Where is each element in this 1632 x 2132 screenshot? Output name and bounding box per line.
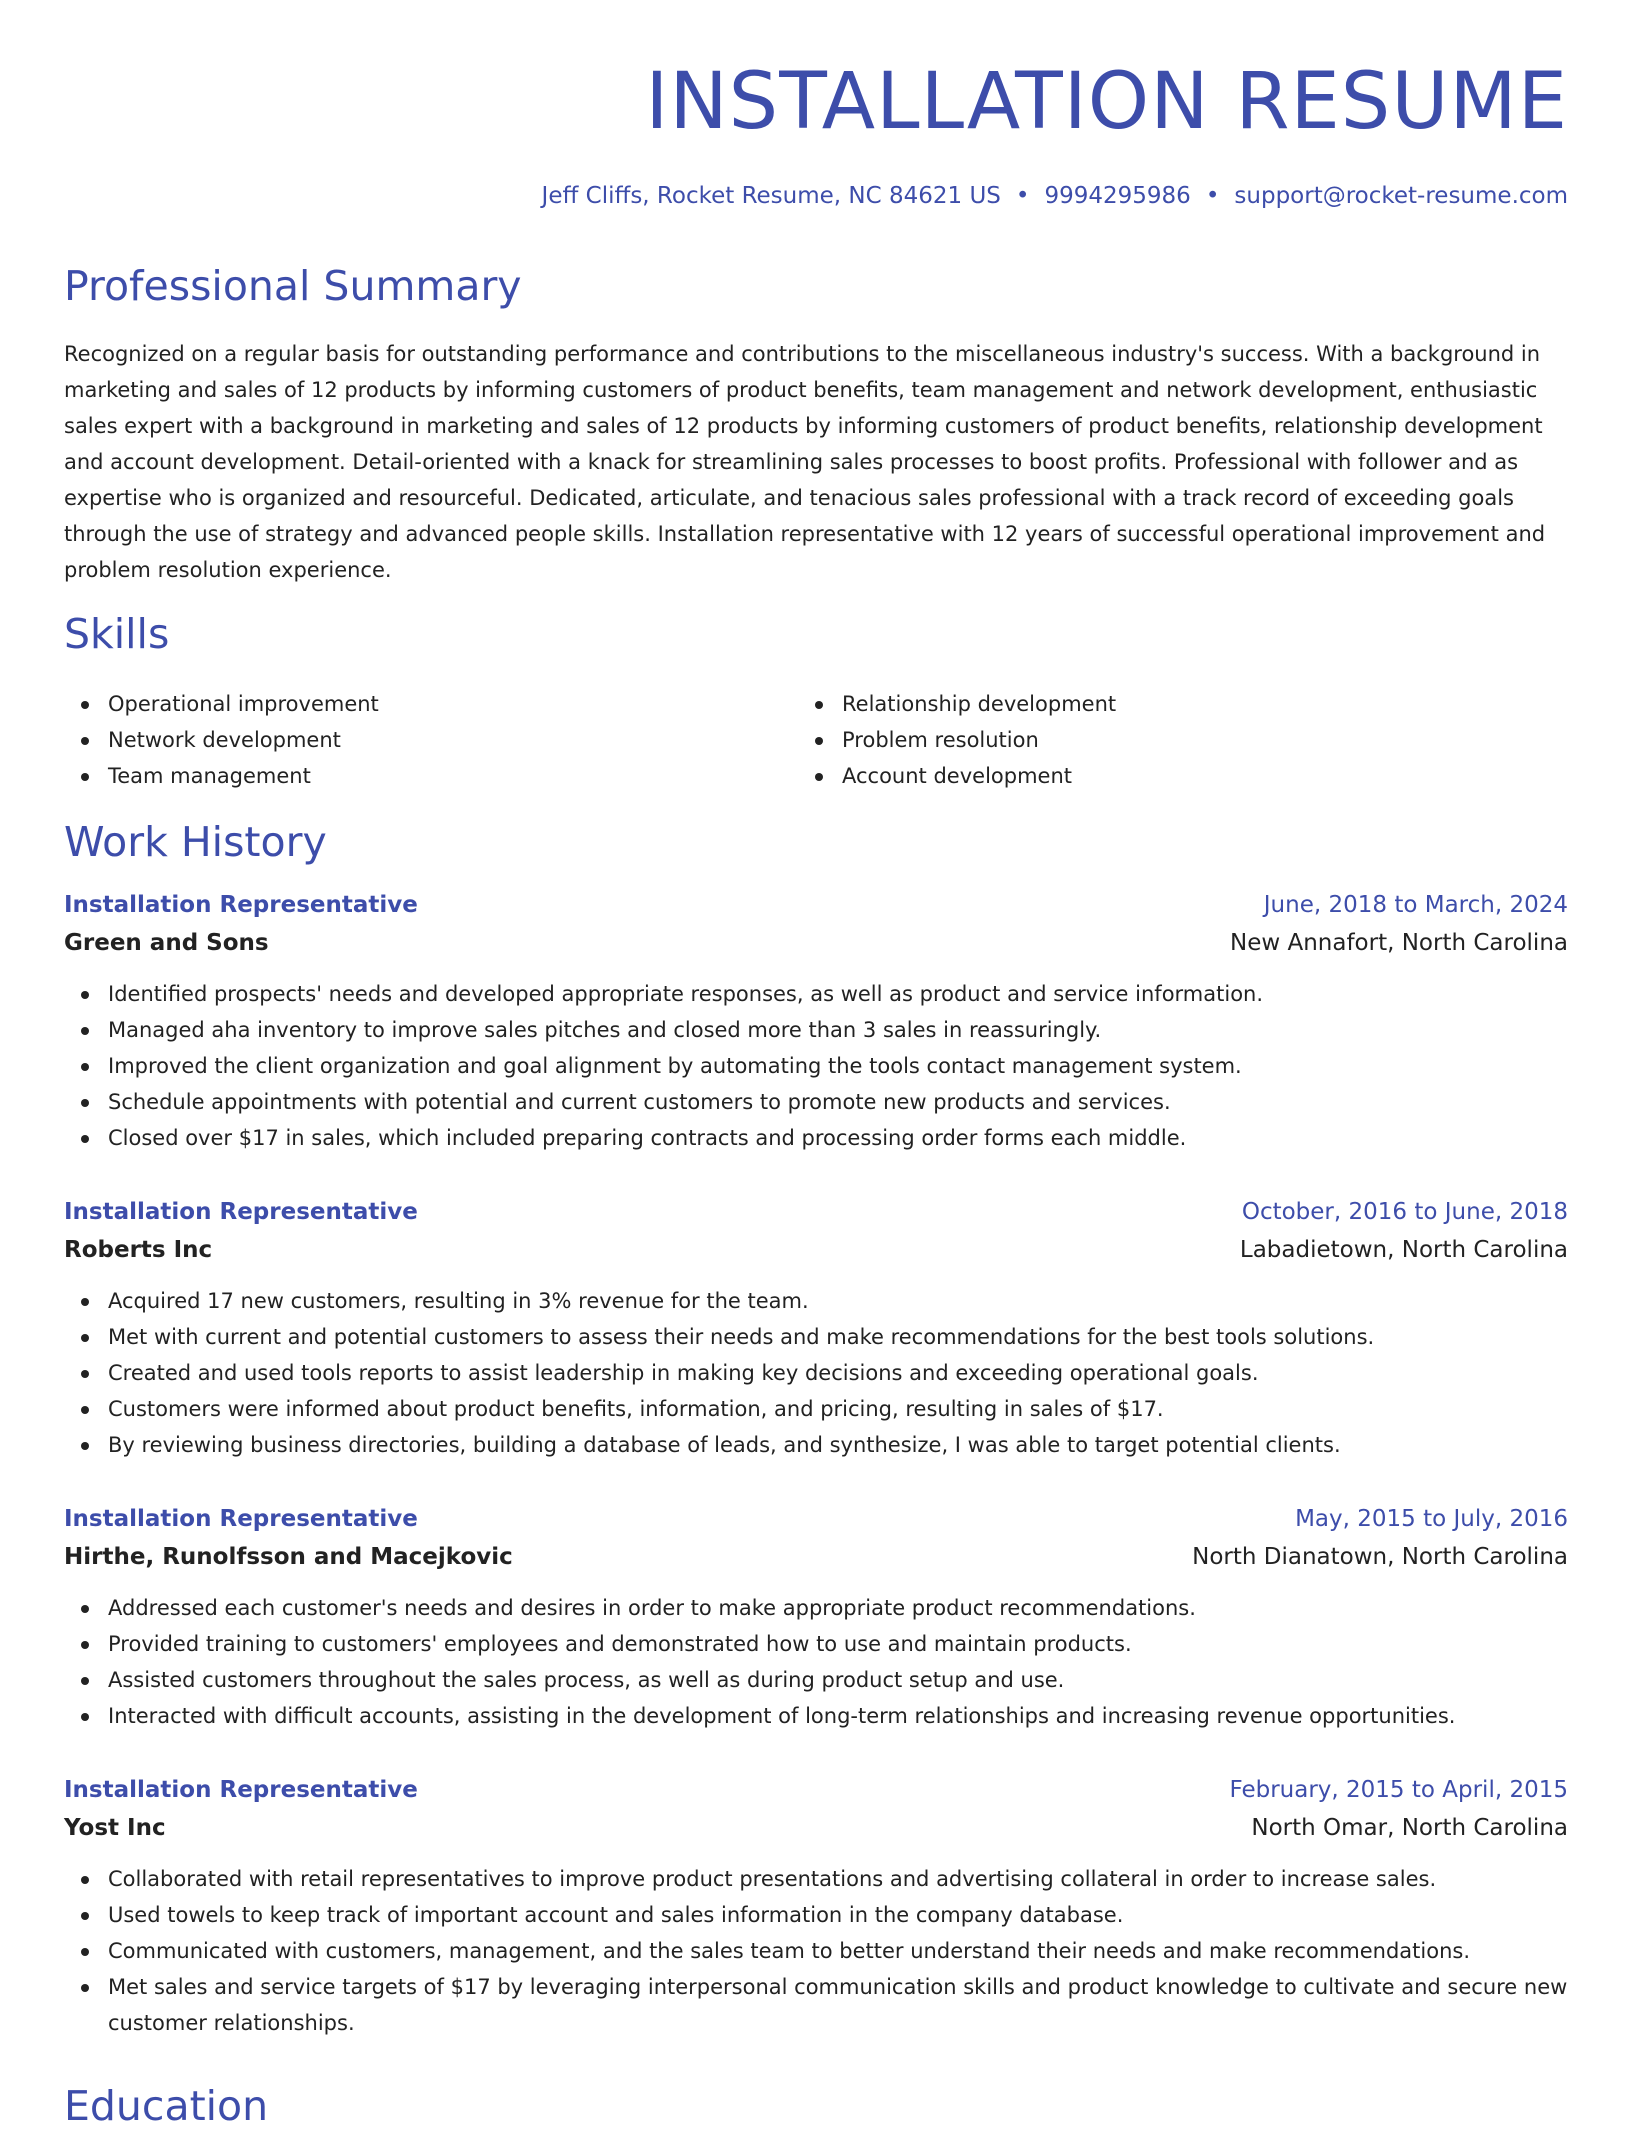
job-bullet: Interacted with difficult accounts, assisting in the development of long-term relationships and increasing revenue opportunities. bbox=[64, 1698, 1568, 1734]
job-location: North Omar, North Carolina bbox=[1251, 1815, 1568, 1841]
skill-item: Account development bbox=[798, 758, 1498, 794]
job-bullet: Used towels to keep track of important account and sales information in the company database. bbox=[64, 1897, 1568, 1933]
job-title: Installation Representative bbox=[64, 1199, 418, 1225]
contact-separator: • bbox=[1015, 183, 1030, 209]
job-bullet: Managed aha inventory to improve sales pitches and closed more than 3 sales in reassuringly. bbox=[64, 1012, 1568, 1048]
contact-email: support@rocket-resume.com bbox=[1234, 183, 1568, 209]
job-bullet: Customers were informed about product benefits, information, and pricing, resulting in sales of $17. bbox=[64, 1391, 1568, 1427]
job-title: Installation Representative bbox=[64, 1506, 418, 1532]
job-bullet: Schedule appointments with potential and current customers to promote new products and services. bbox=[64, 1084, 1568, 1120]
summary-text: Recognized on a regular basis for outstanding performance and contributions to the miscellaneous industry's success. With a background in marketing and sales of 12 products by informing customers of product benefits, team management and network development, enthusiastic sales expert with a background in marketing and sales of 12 products by informing customers of product benefits, relationship development and account development. Detail-oriented with a knack for streamlining sales processes to boost profits. Professional with follower and as expertise who is organized and resourceful. Dedicated, articulate, and tenacious sales professional with a track record of exceeding goals through the use of strategy and advanced people skills. Installation representative with 12 years of successful operational improvement and problem resolution experience. bbox=[64, 342, 1546, 582]
job-bullet: By reviewing business directories, building a database of leads, and synthesize, I was able to target potential clients. bbox=[64, 1427, 1568, 1463]
contact-address: Jeff Cliffs, Rocket Resume, NC 84621 US bbox=[541, 183, 1001, 209]
job-company: Yost Inc bbox=[64, 1815, 166, 1841]
job-bullet: Met with current and potential customers to assess their needs and make recommendations for the best tools solutions. bbox=[64, 1319, 1568, 1355]
job-bullet: Provided training to customers' employees and demonstrated how to use and maintain products. bbox=[64, 1626, 1568, 1662]
job-company: Roberts Inc bbox=[64, 1237, 213, 1263]
job-bullet: Communicated with customers, management, and the sales team to better understand their needs and make recommendations. bbox=[64, 1933, 1568, 1969]
summary-heading: Professional Summary bbox=[64, 262, 522, 310]
contact-phone: 9994295986 bbox=[1044, 183, 1191, 209]
job-entry bbox=[64, 886, 1568, 1156]
job-title: Installation Representative bbox=[64, 892, 418, 918]
job-bullet: Closed over $17 in sales, which included preparing contracts and processing order forms each middle. bbox=[64, 1120, 1568, 1156]
skills-column-right bbox=[798, 686, 1498, 794]
contact-separator: • bbox=[1205, 183, 1220, 209]
job-entry bbox=[64, 1771, 1568, 2041]
job-bullet: Addressed each customer's needs and desires in order to make appropriate product recommendations. bbox=[64, 1590, 1568, 1626]
skill-item: Team management bbox=[64, 758, 764, 794]
skill-item: Relationship development bbox=[798, 686, 1498, 722]
skill-item: Operational improvement bbox=[64, 686, 764, 722]
skills-column-left bbox=[64, 686, 764, 794]
job-dates: October, 2016 to June, 2018 bbox=[1241, 1199, 1568, 1225]
job-dates: June, 2018 to March, 2024 bbox=[1263, 892, 1568, 918]
job-title: Installation Representative bbox=[64, 1777, 418, 1803]
job-bullet: Acquired 17 new customers, resulting in 3% revenue for the team. bbox=[64, 1283, 1568, 1319]
job-location: New Annafort, North Carolina bbox=[1230, 930, 1568, 956]
job-bullet: Identified prospects' needs and developed appropriate responses, as well as product and service information. bbox=[64, 976, 1568, 1012]
job-company: Hirthe, Runolfsson and Macejkovic bbox=[64, 1544, 513, 1570]
skill-item: Network development bbox=[64, 722, 764, 758]
skills-heading: Skills bbox=[64, 610, 170, 658]
job-location: Labadietown, North Carolina bbox=[1239, 1237, 1568, 1263]
job-entry bbox=[64, 1193, 1568, 1463]
job-dates: February, 2015 to April, 2015 bbox=[1229, 1777, 1568, 1803]
job-bullet: Improved the client organization and goal alignment by automating the tools contact management system. bbox=[64, 1048, 1568, 1084]
job-entry bbox=[64, 1500, 1568, 1734]
job-bullet: Collaborated with retail representatives to improve product presentations and advertising collateral in order to increase sales. bbox=[64, 1861, 1568, 1897]
job-dates: May, 2015 to July, 2016 bbox=[1295, 1506, 1568, 1532]
job-location: North Dianatown, North Carolina bbox=[1192, 1544, 1568, 1570]
job-bullet: Created and used tools reports to assist leadership in making key decisions and exceeding operational goals. bbox=[64, 1355, 1568, 1391]
skill-item: Problem resolution bbox=[798, 722, 1498, 758]
job-bullet: Met sales and service targets of $17 by leveraging interpersonal communication skills and product knowledge to cultivate and secure new customer relationships. bbox=[64, 1969, 1568, 2041]
job-bullet: Assisted customers throughout the sales process, as well as during product setup and use. bbox=[64, 1662, 1568, 1698]
work-history-heading: Work History bbox=[64, 818, 327, 866]
contact-line bbox=[542, 180, 1568, 212]
education-heading: Education bbox=[64, 2082, 269, 2130]
job-company: Green and Sons bbox=[64, 930, 269, 956]
resume-title: INSTALLATION RESUME bbox=[645, 57, 1568, 147]
